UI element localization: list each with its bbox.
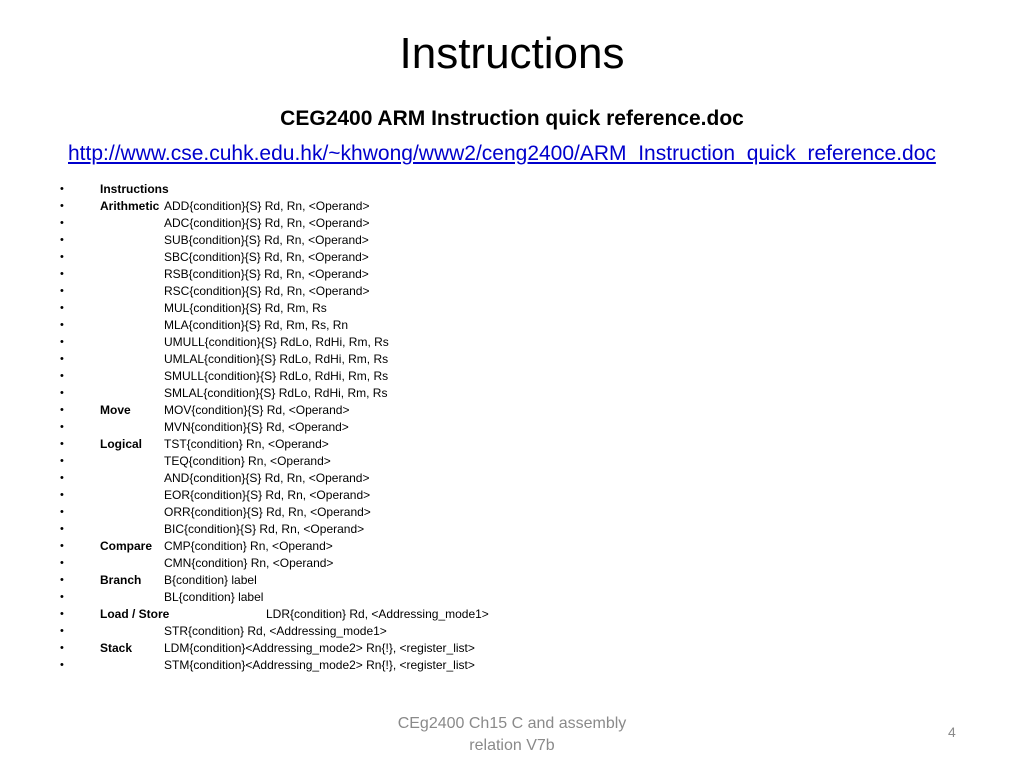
instruction-syntax: ORR{condition}{S} Rd, Rn, <Operand> <box>164 505 371 519</box>
category-label: Compare <box>100 539 153 553</box>
list-item <box>0 555 1024 572</box>
instruction-syntax: MOV{condition}{S} Rd, <Operand> <box>164 403 350 417</box>
list-item <box>0 589 1024 606</box>
bullet-icon: • <box>60 336 64 348</box>
bullet-icon: • <box>60 302 64 314</box>
list-item <box>0 436 1024 453</box>
list-item <box>0 385 1024 402</box>
instruction-syntax: UMULL{condition}{S} RdLo, RdHi, Rm, Rs <box>164 335 389 349</box>
instruction-syntax: ADD{condition}{S} Rd, Rn, <Operand> <box>164 199 370 213</box>
bullet-icon: • <box>60 319 64 331</box>
list-item <box>0 419 1024 436</box>
bullet-icon: • <box>60 370 64 382</box>
instruction-syntax: MVN{condition}{S} Rd, <Operand> <box>164 420 349 434</box>
bullet-icon: • <box>60 285 64 297</box>
bullet-icon: • <box>60 234 64 246</box>
bullet-icon: • <box>60 455 64 467</box>
instruction-syntax: SUB{condition}{S} Rd, Rn, <Operand> <box>164 233 369 247</box>
footer-text: CEg2400 Ch15 C and assembly relation V7b <box>397 715 627 754</box>
page-number: 4 <box>948 724 956 740</box>
bullet-icon: • <box>60 353 64 365</box>
list-item <box>0 504 1024 521</box>
category-label: Instructions <box>100 182 169 196</box>
instruction-syntax: UMLAL{condition}{S} RdLo, RdHi, Rm, Rs <box>164 352 389 366</box>
category-label: Move <box>100 403 131 417</box>
list-item <box>0 623 1024 640</box>
list-item <box>0 521 1024 538</box>
bullet-icon: • <box>60 540 64 552</box>
list-item <box>0 368 1024 385</box>
bullet-icon: • <box>60 608 64 620</box>
instruction-list <box>0 181 1024 674</box>
list-item <box>0 351 1024 368</box>
list-item <box>0 538 1024 555</box>
slide-subtitle: CEG2400 ARM Instruction quick reference.doc <box>280 107 744 130</box>
bullet-icon: • <box>60 421 64 433</box>
instruction-syntax: CMP{condition} Rn, <Operand> <box>164 539 333 553</box>
instruction-syntax: MUL{condition}{S} Rd, Rm, Rs <box>164 301 327 315</box>
instruction-syntax: TST{condition} Rn, <Operand> <box>164 437 329 451</box>
instruction-syntax: STR{condition} Rd, <Addressing_mode1> <box>164 624 387 638</box>
instruction-syntax: RSC{condition}{S} Rd, Rn, <Operand> <box>164 284 370 298</box>
bullet-icon: • <box>60 387 64 399</box>
bullet-icon: • <box>60 438 64 450</box>
bullet-icon: • <box>60 591 64 603</box>
list-item <box>0 453 1024 470</box>
instruction-syntax: LDR{condition} Rd, <Addressing_mode1> <box>266 607 489 621</box>
category-label: Arithmetic <box>100 199 160 213</box>
instruction-syntax: CMN{condition} Rn, <Operand> <box>164 556 334 570</box>
list-item <box>0 249 1024 266</box>
list-item <box>0 402 1024 419</box>
list-item <box>0 470 1024 487</box>
list-item <box>0 487 1024 504</box>
bullet-icon: • <box>60 557 64 569</box>
list-item <box>0 317 1024 334</box>
bullet-icon: • <box>60 217 64 229</box>
instruction-syntax: SBC{condition}{S} Rd, Rn, <Operand> <box>164 250 369 264</box>
bullet-icon: • <box>60 659 64 671</box>
bullet-icon: • <box>60 625 64 637</box>
instruction-syntax: RSB{condition}{S} Rd, Rn, <Operand> <box>164 267 369 281</box>
instruction-syntax: STM{condition}<Addressing_mode2> Rn{!}, <register_list> <box>164 658 475 672</box>
category-label: Branch <box>100 573 142 587</box>
category-label: Logical <box>100 437 143 451</box>
list-item <box>0 232 1024 249</box>
category-label: Load / Store <box>100 607 170 621</box>
bullet-icon: • <box>60 251 64 263</box>
instruction-syntax: TEQ{condition} Rn, <Operand> <box>164 454 331 468</box>
bullet-icon: • <box>60 642 64 654</box>
bullet-icon: • <box>60 574 64 586</box>
instruction-syntax: SMLAL{condition}{S} RdLo, RdHi, Rm, Rs <box>164 386 388 400</box>
bullet-icon: • <box>60 472 64 484</box>
list-item <box>0 198 1024 215</box>
list-item <box>0 215 1024 232</box>
instruction-syntax: MLA{condition}{S} Rd, Rm, Rs, Rn <box>164 318 349 332</box>
instruction-syntax: EOR{condition}{S} Rd, Rn, <Operand> <box>164 488 371 502</box>
bullet-icon: • <box>60 489 64 501</box>
bullet-icon: • <box>60 200 64 212</box>
instruction-syntax: ADC{condition}{S} Rd, Rn, <Operand> <box>164 216 370 230</box>
instruction-syntax: SMULL{condition}{S} RdLo, RdHi, Rm, Rs <box>164 369 389 383</box>
list-item <box>0 640 1024 657</box>
instruction-syntax: BIC{condition}{S} Rd, Rn, <Operand> <box>164 522 365 536</box>
category-label: Stack <box>100 641 133 655</box>
list-item <box>0 181 1024 198</box>
reference-link[interactable]: http://www.cse.cuhk.edu.hk/~khwong/www2/ceng2400/ARM_Instruction_quick_reference.doc <box>68 142 936 165</box>
instruction-syntax: B{condition} label <box>164 573 257 587</box>
bullet-icon: • <box>60 183 64 195</box>
instruction-syntax: BL{condition} label <box>164 590 264 604</box>
bullet-icon: • <box>60 506 64 518</box>
list-item <box>0 572 1024 589</box>
bullet-icon: • <box>60 268 64 280</box>
list-item <box>0 300 1024 317</box>
list-item <box>0 266 1024 283</box>
instruction-syntax: LDM{condition}<Addressing_mode2> Rn{!}, <register_list> <box>164 641 475 655</box>
list-item <box>0 657 1024 674</box>
list-item <box>0 334 1024 351</box>
bullet-icon: • <box>60 404 64 416</box>
list-item <box>0 606 1024 623</box>
list-item <box>0 283 1024 300</box>
instruction-syntax: AND{condition}{S} Rd, Rn, <Operand> <box>164 471 370 485</box>
slide-title: Instructions <box>399 29 625 78</box>
bullet-icon: • <box>60 523 64 535</box>
